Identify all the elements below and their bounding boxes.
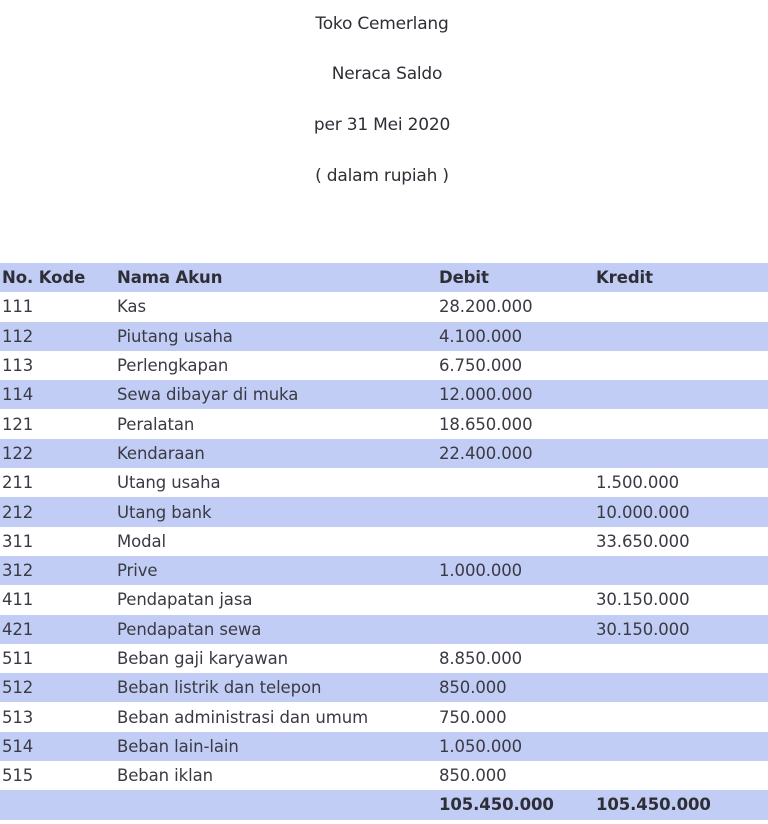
kredit-amount [596, 292, 768, 321]
account-code: 511 [2, 649, 34, 668]
kredit-amount [596, 673, 768, 702]
debit-amount [439, 468, 596, 497]
table-row [0, 556, 768, 585]
account-code: 212 [2, 502, 34, 522]
table-row [0, 527, 768, 556]
debit-amount [439, 527, 596, 556]
total-label-cell [117, 790, 439, 819]
kredit-amount [596, 380, 768, 409]
debit-amount: 850.000 [439, 766, 507, 786]
account-code: 211 [2, 473, 34, 493]
total-kredit: 105.450.000 [596, 795, 711, 815]
kredit-amount [596, 409, 768, 438]
kredit-amount [596, 556, 768, 585]
account-name: Beban administrasi dan umum [117, 707, 369, 727]
kredit-amount [596, 439, 768, 468]
table-body [0, 292, 768, 790]
account-code: 114 [2, 385, 34, 405]
debit-amount: 22.400.000 [439, 443, 533, 463]
account-name: Prive [117, 561, 158, 581]
column-header-code: No. Kode [2, 268, 86, 288]
account-name: Modal [117, 531, 167, 551]
table-row [0, 615, 768, 644]
column-header-kredit: Kredit [596, 268, 653, 288]
kredit-amount [596, 732, 768, 761]
table-row [0, 439, 768, 468]
total-code-cell [0, 790, 117, 819]
company-name: Toko Cemerlang [315, 14, 449, 34]
account-name: Beban lain-lain [117, 736, 239, 756]
trial-balance-table [0, 263, 768, 820]
account-code: 421 [2, 619, 34, 639]
total-row [0, 790, 768, 819]
account-code: 122 [2, 443, 34, 463]
currency-unit: ( dalam rupiah ) [315, 166, 449, 186]
debit-amount: 1.000.000 [439, 561, 523, 581]
debit-amount: 1.050.000 [439, 736, 523, 756]
table-row [0, 673, 768, 702]
table-header-row [0, 263, 768, 292]
kredit-amount [596, 644, 768, 673]
account-name: Kendaraan [117, 443, 205, 463]
table-row [0, 702, 768, 731]
account-name: Utang bank [117, 502, 212, 522]
kredit-amount: 30.150.000 [596, 590, 690, 610]
account-code: 513 [2, 707, 34, 727]
column-header-debit: Debit [439, 268, 489, 288]
debit-amount: 750.000 [439, 707, 507, 727]
report-title: Neraca Saldo [331, 64, 443, 84]
debit-amount [439, 615, 596, 644]
account-code: 311 [2, 531, 34, 551]
kredit-amount: 10.000.000 [596, 502, 690, 522]
account-code: 512 [2, 678, 34, 698]
table-row [0, 497, 768, 526]
account-code: 121 [2, 414, 34, 434]
table-row [0, 292, 768, 321]
debit-amount: 4.100.000 [439, 326, 523, 346]
table-row [0, 732, 768, 761]
account-name: Kas [117, 297, 146, 317]
report-period: per 31 Mei 2020 [313, 115, 451, 135]
total-debit: 105.450.000 [439, 795, 554, 815]
account-code: 111 [2, 297, 34, 317]
debit-amount: 28.200.000 [439, 297, 533, 317]
account-name: Sewa dibayar di muka [117, 385, 299, 405]
table-row [0, 380, 768, 409]
debit-amount: 8.850.000 [439, 649, 523, 668]
account-name: Pendapatan sewa [117, 619, 262, 639]
account-name: Beban listrik dan telepon [117, 678, 322, 698]
debit-amount: 18.650.000 [439, 414, 533, 434]
table-row [0, 409, 768, 438]
account-code: 514 [2, 736, 34, 756]
debit-amount: 850.000 [439, 678, 507, 698]
table-row [0, 585, 768, 614]
debit-amount [439, 497, 596, 526]
table-row [0, 322, 768, 351]
account-name: Beban iklan [117, 766, 213, 786]
kredit-amount: 1.500.000 [596, 473, 680, 493]
kredit-amount [596, 351, 768, 380]
table-row [0, 351, 768, 380]
kredit-amount [596, 761, 768, 790]
table-row [0, 468, 768, 497]
account-name: Utang usaha [117, 473, 221, 493]
column-header-account-name: Nama Akun [117, 268, 223, 288]
table-row [0, 644, 768, 673]
kredit-amount: 33.650.000 [596, 531, 690, 551]
kredit-amount: 30.150.000 [596, 619, 690, 639]
account-code: 113 [2, 356, 34, 376]
account-code: 515 [2, 766, 34, 786]
account-name: Peralatan [117, 414, 195, 434]
debit-amount: 12.000.000 [439, 385, 533, 405]
account-name: Piutang usaha [117, 326, 233, 346]
account-name: Pendapatan jasa [117, 590, 253, 610]
account-name: Beban gaji karyawan [117, 649, 288, 668]
account-code: 112 [2, 326, 34, 346]
kredit-amount [596, 702, 768, 731]
account-code: 312 [2, 561, 34, 581]
account-name: Perlengkapan [117, 356, 229, 376]
table-row [0, 761, 768, 790]
account-code: 411 [2, 590, 34, 610]
kredit-amount [596, 322, 768, 351]
debit-amount: 6.750.000 [439, 356, 523, 376]
debit-amount [439, 585, 596, 614]
